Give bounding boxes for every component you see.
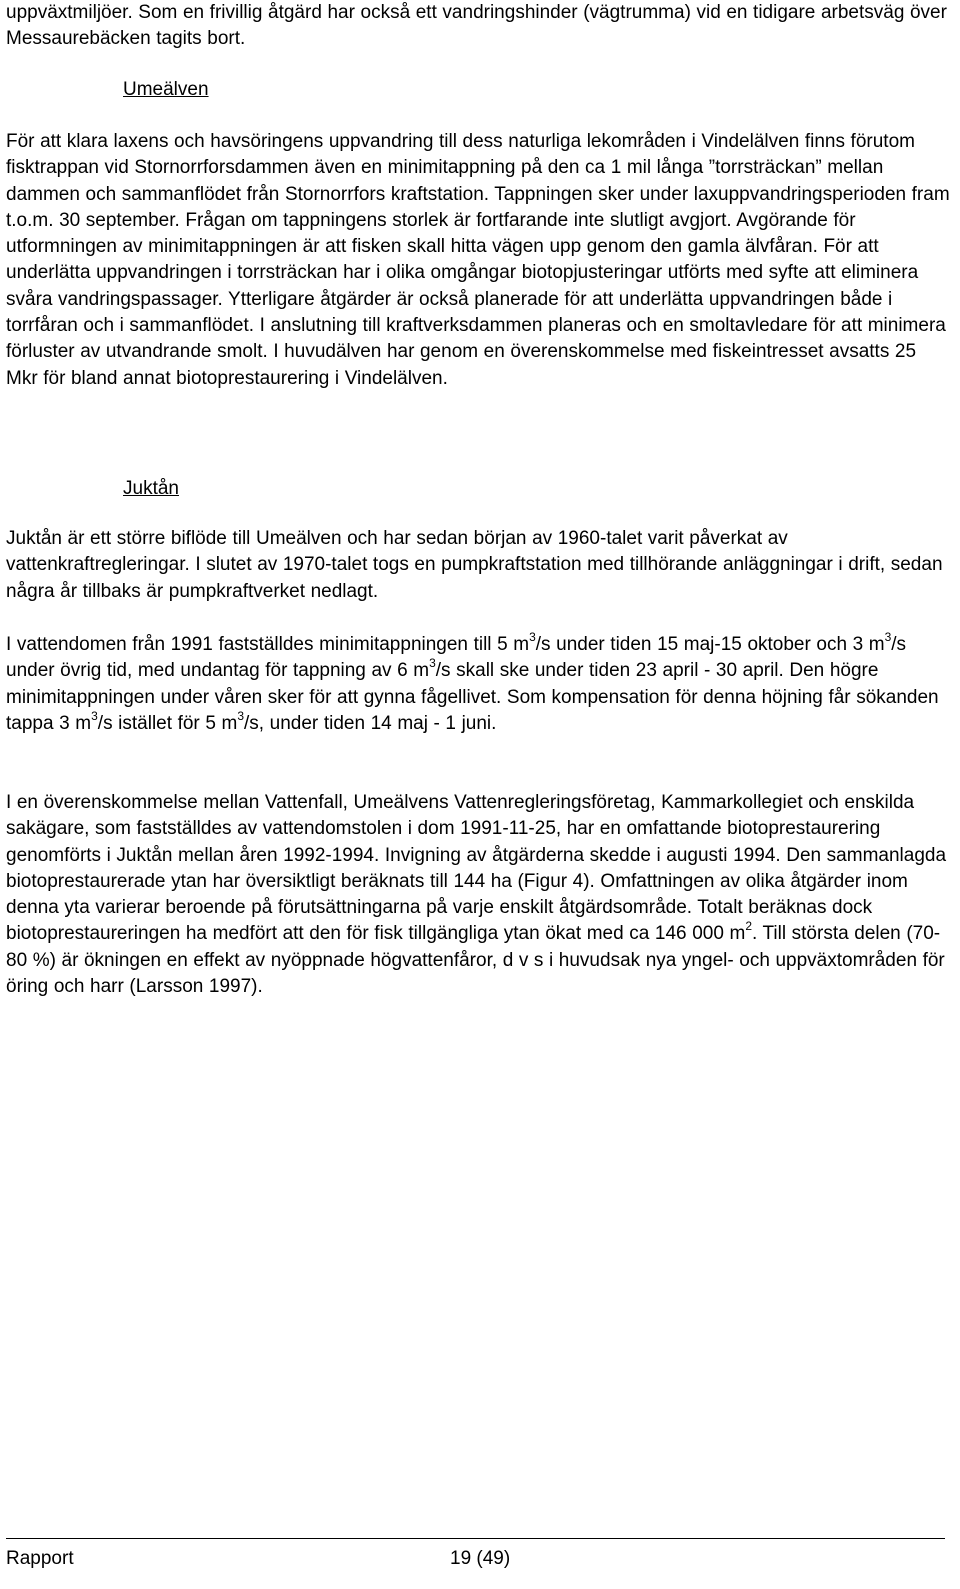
juktan-intro-text: Juktån är ett större biflöde till Umeälven och har sedan början av 1960-talet varit påverkat av vattenkraftregleringar. I slutet av 1970-talet togs en pumpkraftstation med tillhörande anläggningar i drift, sedan några år tillbaks är pumpkraftverket nedlagt. [6,528,943,602]
superscript-2: 2 [745,919,752,934]
vattendom-text-4: /s skall ske under tiden 23 april - 30 april. Den högre minimitappningen under våren sker för att gynna fågellivet. Som kompensation för denna höjning får sökanden tappa 3 m [6,660,939,734]
intro-paragraph [6,0,951,53]
section-heading-juktan: Juktån [123,478,179,499]
umealven-text: För att klara laxens och havsöringens uppvandring till dess naturliga lekområden i Vindelälven finns förutom fisktrappan vid Stornorrforsdammen även en minimitappning på den ca 1 mil långa ”torrsträckan” mellan dammen och sammanflödet från Stornorrfors kraftstation. Tappningen sker under laxuppvandringsperioden fram t.o.m. 30 september. Frågan om tappningens storlek är fortfarande inte slutligt avgjort. Avgörande för utformningen av minimitappningen är att fisken skall hitta vägen upp genom den gamla älvfåran. För att underlätta uppvandringen i torrsträckan har i olika omgångar biotopjusteringar utförts med syfte att eliminera svåra vandringspassager. Ytterligare åtgärder är också planerade för att underlätta uppvandringen både i torrfåran och i sammanflödet. I anslutning till kraftverksdammen planeras och en smoltavledare för att minimera förluster av utvandrande smolt. I huvudälven har genom en överenskommelse med fiskeintresset avsatts 25 Mkr för bland annat biotoprestaurering i Vindelälven. [6,131,950,389]
overenskommelse-text-2: . Till största delen (70-80 %) är ökningen en effekt av nyöppnade högvattenfåror, d v s i huvudsak nya yngel- och uppväxtområden för öring och harr (Larsson 1997). [6,923,945,998]
vattendom-text-3: /s under övrig tid, med undantag för tappning av 6 m [6,634,907,682]
overenskommelse-paragraph [6,790,951,1000]
superscript-3: 3 [237,708,245,723]
overenskommelse-text-1: I en överenskommelse mellan Vattenfall, Umeälvens Vattenregleringsföretag, Kammarkollegiet och enskilda sakägare, som fastställdes av vattendomstolen i dom 1991-11-25, har en omfattande biotoprestaurering genomförts i Juktån mellan åren 1992-1994. Invigning av åtgärderna skedde i augusti 1994. Den sammanlagda biotoprestaurerade ytan har översiktligt beräknats till 144 ha (Figur 4). Omfattningen av olika åtgärder inom denna yta varierar beroende på förutsättningarna på varje enskilt åtgärdsområde. Totalt beräknas dock biotoprestaureringen ha medfört att den för fisk tillgängliga ytan ökat med ca 146 000 m [6,792,947,945]
superscript-3: 3 [429,655,436,670]
juktan-intro-paragraph [6,526,951,605]
vattendom-text-5: /s istället för 5 m [97,712,238,734]
vattendom-text-2: /s under tiden 15 maj-15 oktober och 3 m [535,634,885,655]
umealven-paragraph [6,129,951,392]
footer-rule [6,1538,945,1539]
superscript-3: 3 [529,629,536,644]
superscript-3: 3 [91,708,98,723]
intro-text: uppväxtmiljöer. Som en frivillig åtgärd har också ett vandringshinder (vägtrumma) vid en tidigare arbetsväg över Messaurebäcken tagits bort. [6,2,947,50]
footer-page-number: 19 (49) [450,1548,511,1569]
vattendom-text-1: I vattendomen från 1991 fastställdes minimitappningen till 5 m [6,634,530,655]
footer-report-label: Rapport [6,1548,74,1569]
vattendom-paragraph [6,629,951,737]
section-heading-umealven: Umeälven [123,79,209,100]
superscript-3: 3 [884,629,892,644]
vattendom-text-6: /s, under tiden 14 maj - 1 juni. [244,712,497,734]
